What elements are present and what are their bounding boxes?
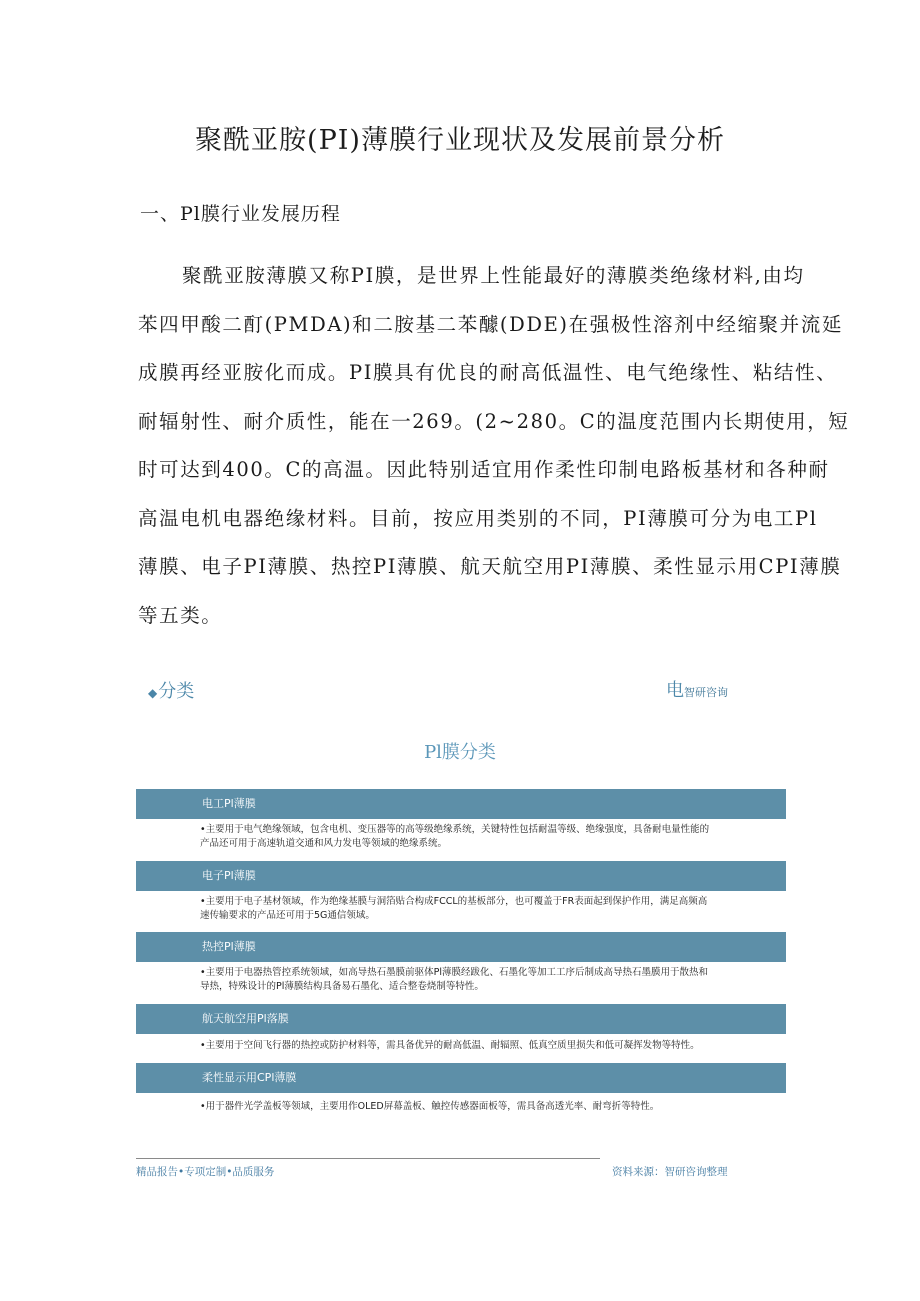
desc-line: 产品还可用于高速轨道交通和风力发电等领域的绝缘系统。: [200, 838, 448, 849]
figure-category-text: 分类: [158, 681, 195, 702]
paragraph-line: 聚酰亚胺薄膜又称PI膜，是世界上性能最好的薄膜类绝缘材料,由均: [182, 264, 805, 287]
desc-line: •主要用于电气绝缘领域，包含电机、变压器等的高等级绝缘系统，关键特性包括耐温等级、绝缘强度，具备耐电量性能的: [200, 824, 710, 835]
category-bar-electronic: 电子Pl薄膜: [136, 861, 786, 891]
paragraph-line: 薄膜、电子PI薄膜、热控PI薄膜、航天航空用PI薄膜、柔性显示用CPI薄膜: [138, 555, 842, 578]
category-desc-aerospace: [200, 1039, 790, 1053]
paragraph-line: 苯四甲酸二酊(PMDA)和二胺基二苯醵(DDE)在强极性溶剂中经缩聚并流延: [138, 312, 843, 336]
category-bar-flexible-display: 柔性显示用CPl薄膜: [136, 1063, 786, 1093]
body-paragraph: [138, 260, 850, 648]
category-desc-electronic: [200, 895, 790, 923]
desc-line: 导热，特殊设计的Pl薄膜结构具备易石墨化、适合整卷烧制等特性。: [200, 981, 484, 992]
category-desc-electrical: [200, 823, 790, 851]
desc-line: •主要用于电器热管控系统领域，如高导热石墨膜前驱体Pl薄膜经跋化、石墨化等加工工序后制成高导热石墨膜用于散热和: [200, 967, 708, 978]
category-bar-aerospace: 航天航空用Pl落膜: [136, 1004, 786, 1034]
page-title: 聚酰亚胺(PI)薄膜行业现状及发展前景分析: [195, 125, 725, 156]
paragraph-line: 等五类。: [138, 603, 223, 627]
footer-divider: [136, 1158, 600, 1159]
desc-line: 速传输要求的产品还可用于5G通信领域。: [200, 910, 375, 921]
figure-category-label: [148, 677, 194, 703]
category-bar-thermal: 热控Pl薄膜: [136, 932, 786, 962]
figure-source-logo: [666, 676, 728, 702]
section-heading: 一、Pl膜行业发展历程: [140, 203, 341, 225]
desc-line: •用于器件光学盖板等领域，主要用作OLED屏幕盖板、触控传感器面板等，需具备高透光率、耐弯折等特性。: [200, 1101, 660, 1112]
footer-slogan: 精品报告•专项定制•品质服务: [136, 1166, 275, 1178]
desc-line: •主要用于电子基材领域，作为绝缘基膜与洞箔贴合构成FCCL的基板部分，也可覆盖于FR表面起到保护作用，满足高频高: [200, 896, 708, 907]
paragraph-line: 成膜再经亚胺化而成。PI膜具有优良的耐高低温性、电气绝缘性、粘结性、: [138, 361, 838, 384]
desc-line: •主要用于空间飞行器的热控或防护材料等，需具备优异的耐高低温、耐辐照、低真空质里损失和低可凝挥发物等特性。: [200, 1040, 700, 1051]
category-desc-thermal: [200, 966, 790, 994]
diamond-bullet-icon: ◆: [148, 686, 158, 700]
category-desc-flexible-display: [200, 1100, 790, 1114]
category-bar-electrical: 电工Pl薄膜: [136, 789, 786, 819]
paragraph-line: 时可达到400。C的高温。因此特别适宜用作柔性印制电路板基材和各种耐: [138, 458, 830, 481]
logo-mark: 电: [666, 680, 684, 701]
paragraph-line: 耐辐射性、耐介质性，能在一269。(2~280。C的温度范围内长期使用，短: [138, 409, 850, 433]
footer-source: 资料来源：智研咨询整理: [612, 1166, 728, 1178]
figure-title: Pl膜分类: [424, 742, 496, 763]
logo-text: 智研咨询: [684, 686, 728, 699]
paragraph-line: 高温电机电器绝缘材料。目前，按应用类别的不同，PI薄膜可分为电工Pl: [138, 506, 818, 530]
